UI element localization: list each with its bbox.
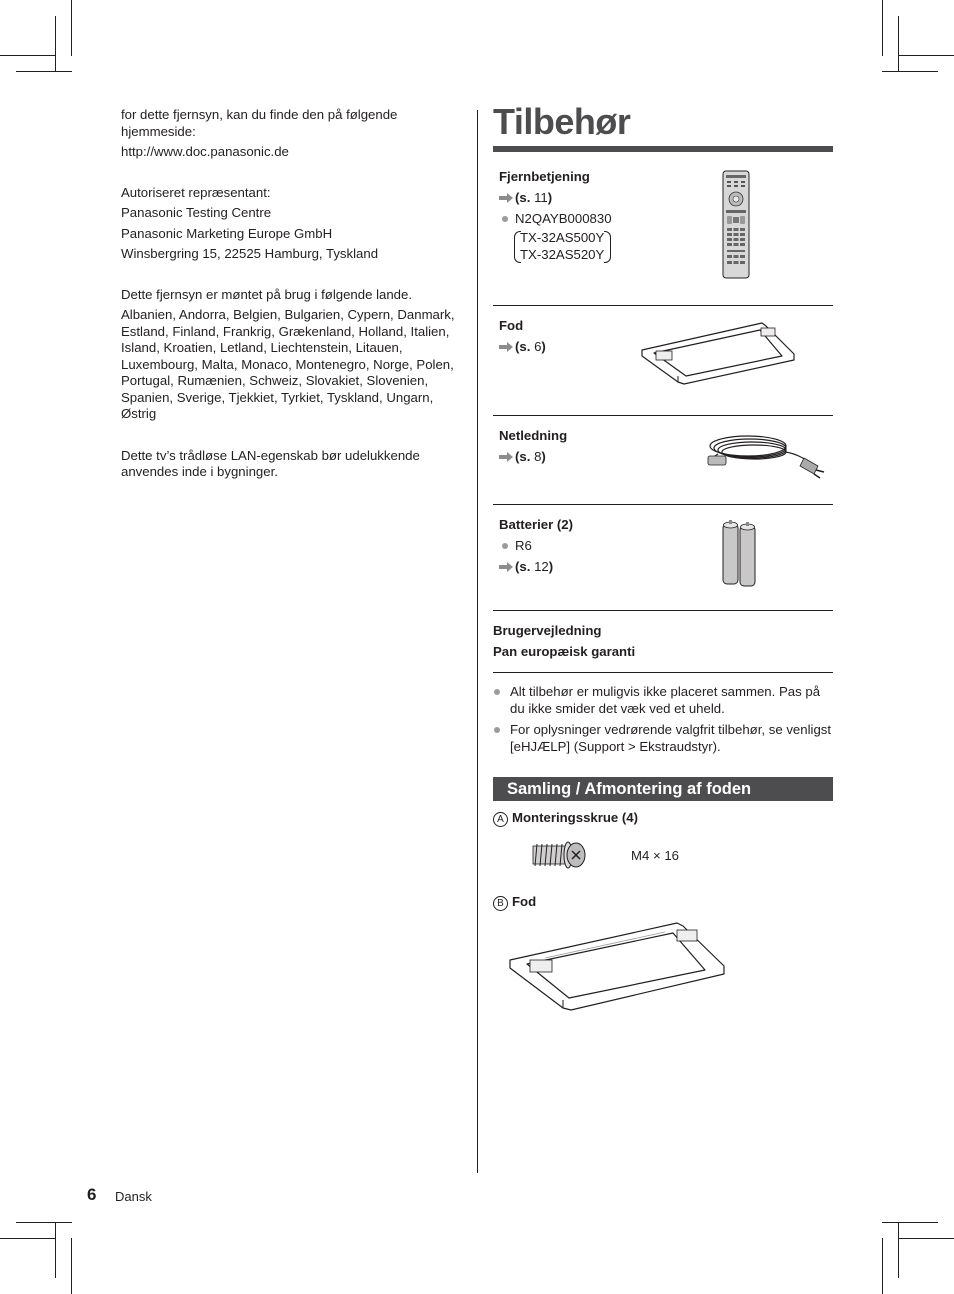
power-cord-icon bbox=[704, 428, 828, 482]
note-item: For oplysninger vedrørende valgfrit tilbehør, se venligst [eHJÆLP] (Support > Ekstraudstyr). bbox=[494, 722, 834, 755]
bullet-icon bbox=[502, 543, 508, 549]
accessory-stand bbox=[499, 315, 546, 357]
remote-page-ref: (s. 11) bbox=[499, 187, 699, 208]
accessory-remote bbox=[499, 166, 699, 229]
cord-page-ref: (s. 8) bbox=[499, 446, 567, 467]
batteries-type: R6 bbox=[499, 535, 573, 556]
batteries-page-ref: (s. 12) bbox=[499, 556, 573, 577]
section-title: Tilbehør bbox=[493, 101, 631, 142]
assembly-title: Samling / Afmontering af foden bbox=[507, 780, 752, 798]
divider bbox=[493, 610, 833, 611]
divider bbox=[493, 672, 833, 673]
stand-page-ref: (s. 6) bbox=[499, 336, 546, 357]
bullet-icon bbox=[494, 727, 500, 733]
screw-spec: M4 × 16 bbox=[631, 848, 680, 863]
bullet-icon bbox=[494, 689, 500, 695]
representative-label: Autoriseret repræsentant: bbox=[121, 184, 271, 200]
letter-b-badge: B bbox=[493, 896, 508, 911]
countries-list: Albanien, Andorra, Belgien, Bulgarien, Cypern, Danmark, Estland, Finland, Frankrig, Grækenland, Holland, Italien, Island, Kroatien, Letland, Liechtenstein, Litauen, Luxembourg, Malta, Monaco, Montenegro, Norge, Polen, Portugal, Rumænien, Schweiz, Slovakiet, Slovenien, Spanien, Sverige, Tjekkiet, Tyrkiet, Tyskland, Ungarn, Østrig bbox=[121, 307, 455, 421]
representative-company: Panasonic Marketing Europe GmbH bbox=[121, 225, 333, 241]
footer-language: Dansk bbox=[115, 1189, 152, 1204]
website-url: http://www.doc.panasonic.de bbox=[121, 144, 289, 159]
arrow-right-icon bbox=[499, 193, 513, 203]
manuals bbox=[493, 620, 635, 662]
remote-tv-models: TX-32AS500Y TX-32AS520Y bbox=[520, 230, 605, 262]
part-b-heading: B Fod bbox=[493, 891, 536, 912]
column-divider bbox=[477, 110, 478, 1173]
bracket-right bbox=[604, 231, 611, 263]
divider bbox=[493, 504, 833, 505]
remote-model: N2QAYB000830 bbox=[499, 208, 699, 229]
arrow-right-icon bbox=[499, 342, 513, 352]
notes bbox=[494, 684, 834, 760]
pedestal-icon bbox=[505, 918, 731, 1016]
remote-control-icon bbox=[722, 170, 750, 280]
stand-name: Fod bbox=[499, 318, 524, 333]
website-intro: for dette fjernsyn, kan du finde den på følgende hjemmeside: bbox=[121, 107, 398, 139]
representative-address: Winsbergring 15, 22525 Hamburg, Tyskland bbox=[121, 246, 379, 261]
screw-icon bbox=[529, 838, 587, 872]
divider bbox=[493, 415, 833, 416]
page-number: 6 bbox=[87, 1185, 97, 1204]
manual-label: Brugervejledning bbox=[493, 623, 602, 638]
accessory-batteries bbox=[499, 514, 573, 577]
bullet-icon bbox=[502, 216, 508, 222]
arrow-right-icon bbox=[499, 452, 513, 462]
countries-intro: Dette fjernsyn er møntet på brug i følgende lande. bbox=[121, 286, 413, 302]
left-column bbox=[121, 107, 461, 481]
divider bbox=[493, 305, 833, 306]
pedestal-icon bbox=[636, 318, 802, 390]
representative-name: Panasonic Testing Centre bbox=[121, 205, 272, 220]
title-underline bbox=[493, 146, 833, 152]
batteries-name: Batterier (2) bbox=[499, 517, 574, 532]
part-a-heading: A Monteringsskrue (4) bbox=[493, 807, 638, 828]
note-item: Alt tilbehør er muligvis ikke placeret sammen. Pas på du ikke smider det væk ved et uheld. bbox=[494, 684, 834, 717]
accessory-cord bbox=[499, 425, 567, 467]
warranty-label: Pan europæisk garanti bbox=[493, 644, 636, 659]
letter-a-badge: A bbox=[493, 812, 508, 827]
wlan-note: Dette tv’s trådløse LAN-egenskab bør udelukkende anvendes inde i bygninger. bbox=[121, 447, 420, 479]
arrow-right-icon bbox=[499, 562, 513, 572]
batteries-icon bbox=[721, 518, 759, 588]
cord-name: Netledning bbox=[499, 428, 568, 443]
remote-name: Fjernbetjening bbox=[499, 169, 590, 184]
